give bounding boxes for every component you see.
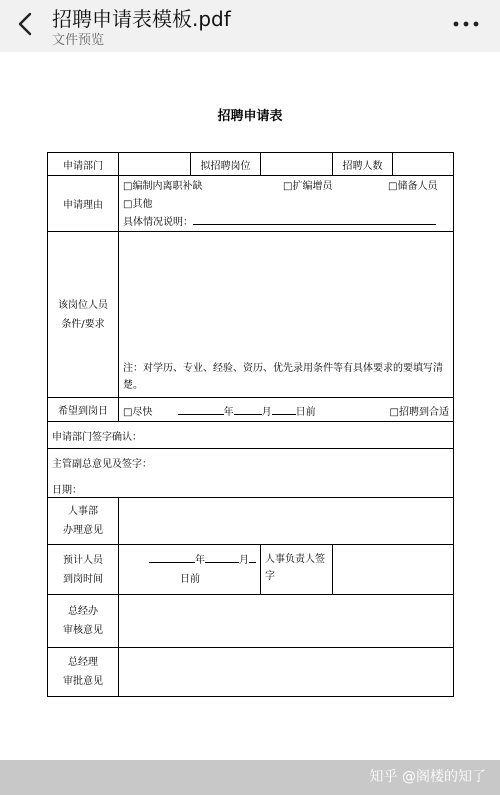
reason-label: 申请理由 bbox=[48, 176, 119, 232]
document-title: 招聘申请表 bbox=[217, 109, 283, 124]
dept-sign-label[interactable]: 申请部门签字确认： bbox=[48, 422, 454, 449]
expected-label bbox=[48, 545, 119, 595]
arrival-month-blank[interactable] bbox=[234, 405, 262, 415]
expected-before-label: 日前 bbox=[180, 573, 200, 585]
hr-opinion-line1: 人事部 bbox=[68, 506, 98, 517]
dept-label: 申请部门 bbox=[48, 153, 119, 176]
arrival-month-label: 月 bbox=[261, 406, 272, 418]
gm-office-value[interactable] bbox=[119, 595, 454, 648]
arrival-day-blank[interactable] bbox=[272, 405, 296, 415]
gm-line1: 总经理 bbox=[68, 657, 98, 668]
vp-opinion-cell[interactable] bbox=[48, 449, 454, 498]
reason-option-expansion[interactable]: □扩编增员 bbox=[283, 180, 333, 192]
reason-option-vacancy[interactable]: □编制内离职补缺 bbox=[123, 180, 203, 192]
row-arrival bbox=[48, 398, 454, 422]
hr-sign-value[interactable] bbox=[333, 545, 454, 595]
watermark-text: 知乎 @阁楼的知了 bbox=[369, 769, 486, 785]
more-dots-icon[interactable] bbox=[452, 14, 480, 34]
bottom-bar bbox=[0, 760, 500, 795]
gm-office-line2: 审核意见 bbox=[63, 625, 103, 636]
arrival-option-asap[interactable]: □尽快 bbox=[123, 406, 153, 418]
dept-value bbox=[119, 153, 191, 176]
gm-value[interactable] bbox=[119, 648, 454, 697]
row-dept-sign bbox=[48, 422, 454, 449]
top-bar bbox=[0, 0, 500, 52]
detail-label: 具体情况说明： bbox=[123, 216, 193, 228]
requirements-label-line2: 条件/要求 bbox=[61, 318, 105, 330]
arrival-label: 希望到岗日 bbox=[48, 398, 119, 422]
hr-opinion-label bbox=[48, 498, 119, 545]
position-label: 拟招聘岗位 bbox=[191, 153, 261, 176]
expected-date-cell[interactable] bbox=[119, 545, 261, 595]
count-label: 招聘人数 bbox=[333, 153, 393, 176]
gm-office-line1: 总经办 bbox=[68, 606, 98, 617]
row-reason bbox=[48, 176, 454, 232]
recruitment-form-table bbox=[47, 152, 454, 697]
detail-blank-line[interactable] bbox=[193, 215, 436, 225]
file-title: 招聘申请表模板.pdf bbox=[52, 7, 231, 31]
position-value bbox=[261, 153, 333, 176]
vp-opinion-label: 主管副总意见及签字： bbox=[52, 459, 152, 470]
expected-label-line2: 到岗时间 bbox=[63, 573, 103, 585]
row-gm-office bbox=[48, 595, 454, 648]
row-vp-opinion bbox=[48, 449, 454, 498]
expected-label-line1: 预计人员 bbox=[63, 554, 103, 566]
reason-option-reserve[interactable]: □储备人员 bbox=[388, 180, 438, 192]
count-value bbox=[393, 153, 454, 176]
date-label: 日期： bbox=[52, 485, 82, 496]
requirements-content[interactable] bbox=[119, 232, 454, 398]
row-expected-arrival bbox=[48, 545, 454, 595]
expected-year-blank[interactable] bbox=[149, 553, 195, 563]
reason-content bbox=[119, 176, 454, 232]
row-gm bbox=[48, 648, 454, 697]
requirements-note: 注：对学历、专业、经验、资历、优先录用条件等有具体要求的要填写清楚。 bbox=[123, 363, 443, 391]
row-requirements bbox=[48, 232, 454, 398]
requirements-label bbox=[48, 232, 119, 398]
expected-day-blank[interactable] bbox=[249, 553, 256, 563]
expected-year-label: 年 bbox=[195, 554, 205, 566]
arrival-content bbox=[119, 398, 454, 422]
expected-month-label: 月 bbox=[239, 554, 249, 566]
row-dept bbox=[48, 153, 454, 176]
arrival-year-label: 年 bbox=[223, 406, 234, 418]
gm-office-label bbox=[48, 595, 119, 648]
gm-line2: 审批意见 bbox=[63, 676, 103, 687]
reason-option-other[interactable]: □其他 bbox=[123, 198, 153, 210]
arrival-option-until-filled[interactable]: □招聘到合适 bbox=[389, 406, 449, 418]
gm-label bbox=[48, 648, 119, 697]
file-subtitle: 文件预览 bbox=[52, 33, 105, 48]
row-hr-opinion bbox=[48, 498, 454, 545]
hr-opinion-line2: 办理意见 bbox=[63, 525, 103, 536]
arrival-year-blank[interactable] bbox=[178, 405, 224, 415]
requirements-label-line1: 该岗位人员 bbox=[58, 299, 108, 311]
hr-sign-label: 人事负责人签字 bbox=[261, 545, 333, 595]
chevron-left-icon[interactable] bbox=[12, 10, 40, 38]
hr-opinion-value[interactable] bbox=[119, 498, 454, 545]
expected-month-blank[interactable] bbox=[205, 553, 239, 563]
arrival-before-label: 日前 bbox=[295, 406, 316, 418]
document-page[interactable] bbox=[0, 52, 500, 760]
